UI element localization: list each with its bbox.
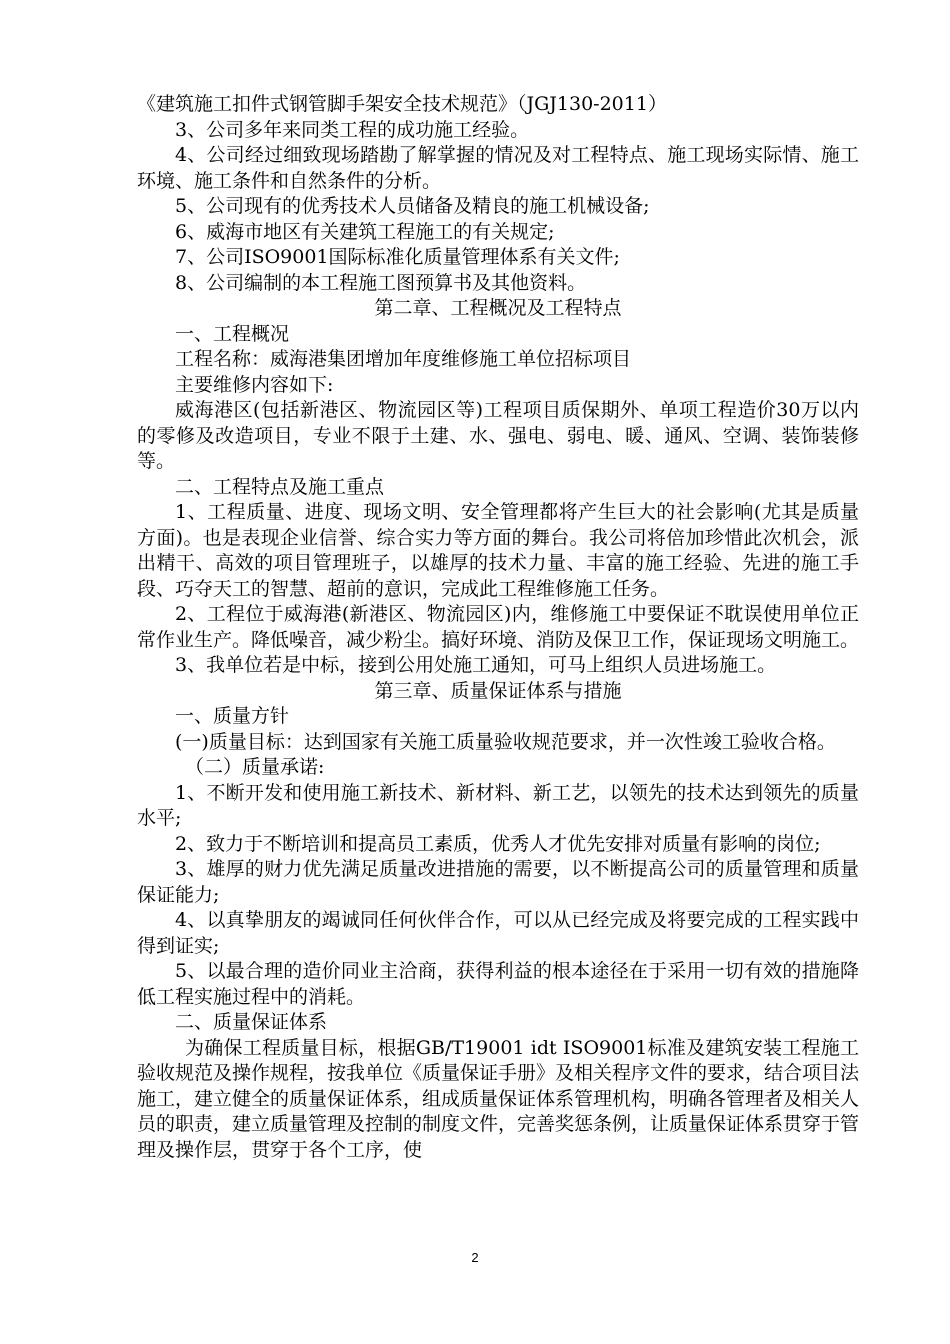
page-number: 2 [471, 1250, 479, 1265]
paragraph: 《建筑施工扣件式钢管脚手架安全技术规范》（JGJ130-2011） [137, 93, 667, 115]
paragraph: 4、以真挚朋友的竭诚同任何伙伴合作，可以从已经完成及将要完成的工程实践中得到证实; [137, 909, 859, 957]
paragraph: 1、工程质量、进度、现场文明、安全管理都将产生巨大的社会影响(尤其是质量方面)。也是表现企业信誉、综合实力等方面的舞台。我公司将倍加珍惜此次机会，派出精干、高效的项目管理班子，以雄厚的技术力量、丰富的施工经验、先进的施工手段、巧夺天工的智慧、超前的意识，完成此工程维修施工任务。 [137, 501, 859, 600]
paragraph: 2、工程位于威海港(新港区、物流园区)内，维修施工中要保证不耽误使用单位正常作业生产。降低噪音，减少粉尘。搞好环境、消防及保卫工作，保证现场文明施工。 [137, 603, 860, 651]
paragraph: 6、威海市地区有关建筑工程施工的有关规定; [175, 220, 555, 243]
paragraph: 8、公司编制的本工程施工图预算书及其他资料。 [175, 271, 587, 294]
section-heading: 一、工程概况 [175, 322, 290, 345]
section-heading: 一、质量方针 [175, 705, 290, 727]
paragraph: 为确保工程质量目标，根据GB/T19001 idt ISO9001标准及建筑安装工程施工验收规范及操作规程，按我单位《质量保证手册》及相关程序文件的要求，结合项目法施工，建立健全的质量保证体系，组成质量保证体系管理机构，明确各管理者及相关人员的职责，建立质量管理及控制的制度文件，完善奖惩条例，让质量保证体系贯穿于管理及操作层，贯穿于各个工序，使 [137, 1036, 860, 1161]
paragraph: 1、不断开发和使用施工新技术、新材料、新工艺，以领先的技术达到领先的质量水平; [137, 781, 859, 829]
chapter-heading: 第三章、质量保证体系与措施 [374, 679, 622, 702]
paragraph: 3、我单位若是中标，接到公用处施工通知，可马上组织人员进场施工。 [175, 654, 777, 676]
paragraph: 7、公司ISO9001国际标准化质量管理体系有关文件; [175, 246, 620, 268]
paragraph: (一)质量目标：达到国家有关施工质量验收规范要求，并一次性竣工验收合格。 [175, 730, 836, 753]
paragraph: 3、雄厚的财力优先满足质量改进措施的需要，以不断提高公司的质量管理和质量保证能力; [137, 858, 859, 906]
paragraph: 工程名称：威海港集团增加年度维修施工单位招标项目 [175, 348, 632, 370]
paragraph: 5、公司现有的优秀技术人员储备及精良的施工机械设备; [175, 195, 650, 217]
section-heading: 二、质量保证体系 [175, 1011, 328, 1033]
paragraph: 5、以最合理的造价同业主洽商，获得利益的根本途径在于采用一切有效的措施降低工程实施过程中的消耗。 [137, 960, 859, 1008]
paragraph: 2、致力于不断培训和提高员工素质，优秀人才优先安排对质量有影响的岗位; [175, 832, 821, 855]
paragraph: （二）质量承诺: [185, 756, 325, 778]
page-body [137, 92, 859, 1163]
chapter-heading: 第二章、工程概况及工程特点 [374, 297, 622, 319]
paragraph: 主要维修内容如下: [175, 373, 334, 396]
paragraph: 3、公司多年来同类工程的成功施工经验。 [175, 118, 530, 141]
paragraph: 威海港区(包括新港区、物流园区等)工程项目质保期外、单项工程造价30万以内的零修及改造项目，专业不限于土建、水、强电、弱电、暖、通风、空调、装饰装修等。 [137, 399, 859, 472]
section-heading: 二、工程特点及施工重点 [175, 475, 385, 498]
paragraph: 4、公司经过细致现场踏勘了解掌握的情况及对工程特点、施工现场实际情、施工环境、施工条件和自然条件的分析。 [137, 144, 859, 192]
